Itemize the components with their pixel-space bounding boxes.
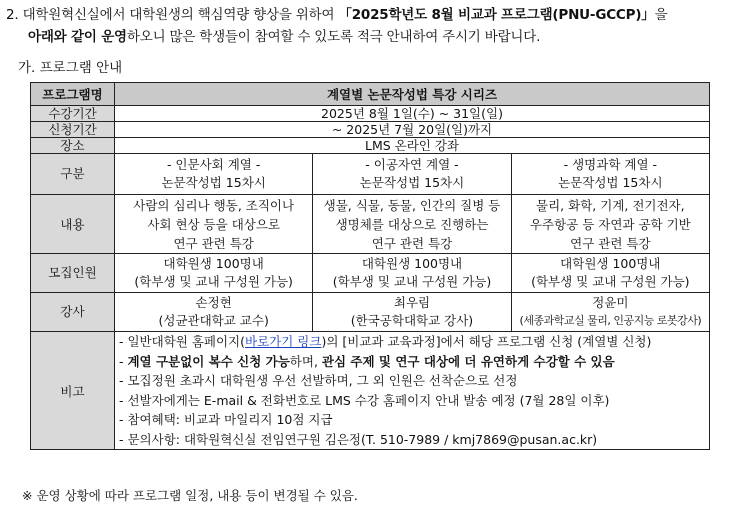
- note-text: - 일반대학원 홈페이지(: [119, 334, 246, 349]
- table-row: [31, 122, 710, 138]
- program-table: [30, 82, 710, 450]
- intro-text-b: 을: [654, 7, 668, 23]
- category-cell: [115, 154, 313, 195]
- recruit-note: (학부생 및 교내 구성원 가능): [332, 274, 492, 289]
- program-title: 계열별 논문작성법 특강 시리즈: [115, 83, 710, 106]
- content-line: 생명체를 대상으로 진행하는: [335, 216, 489, 232]
- note-text: 하며,: [289, 353, 322, 369]
- table-row: [31, 138, 710, 154]
- content-cell: [511, 195, 709, 254]
- shortcut-link[interactable]: 바로가기 링크: [245, 334, 322, 349]
- lecturer-name: 손정현: [195, 295, 232, 310]
- note-line: - 문의사항: 대학원혁신실 전임연구원 김은정(T. 510-7989 / kmj7869@pusan.ac.kr): [119, 431, 598, 447]
- content-line: 연구 관련 특강: [570, 235, 651, 251]
- category-cell: [511, 154, 709, 195]
- category-title: - 이공자연 계열 -: [365, 157, 459, 172]
- lecturer-cell: [115, 293, 313, 332]
- note-text: -: [119, 353, 128, 369]
- category-sessions: 논문작성법 15차시: [359, 175, 465, 190]
- period-value: 2025년 8월 1일(수) ~ 31일(일): [115, 106, 710, 122]
- lecturer-affiliation: (한국공학대학교 강사): [350, 313, 474, 328]
- content-line: 물리, 화학, 기계, 전기전자,: [536, 197, 685, 213]
- intro-number: 2.: [6, 7, 19, 23]
- lecturer-cell: [511, 293, 709, 332]
- content-line: 연구 관련 특강: [371, 235, 453, 251]
- content-line: 연구 관련 특강: [173, 235, 254, 251]
- note-emphasis: 계열 구분없이 복수 신청 가능: [127, 353, 290, 369]
- category-title: - 생명과학 계열 -: [563, 157, 658, 172]
- recruit-note: (학부생 및 교내 구성원 가능): [531, 274, 690, 289]
- recruit-count: 대학원생 100명내: [560, 256, 661, 271]
- note-emphasis: 관심 주제 및 연구 대상에 더 유연하게 수강할 수 있음: [321, 353, 615, 369]
- content-line: 사람의 심리나 행동, 조직이나: [133, 197, 295, 213]
- recruit-cell: [115, 254, 313, 293]
- recruit-cell: [511, 254, 709, 293]
- intro-paragraph: [6, 4, 726, 48]
- intro-line-2: [6, 26, 726, 48]
- category-sessions: 논문작성법 15차시: [161, 175, 266, 190]
- lecturer-name: 정윤미: [592, 295, 629, 310]
- recruit-label: 모집인원: [31, 254, 115, 293]
- lecturer-name: 최우림: [393, 295, 431, 310]
- lecturer-affiliation: (성균관대학교 교수): [158, 313, 269, 328]
- category-label: 구분: [31, 154, 115, 195]
- section-heading: 가. 프로그램 안내: [18, 60, 123, 76]
- place-value: LMS 온라인 강좌: [115, 138, 710, 154]
- content-line: 생물, 식물, 동물, 인간의 질병 등: [323, 197, 501, 213]
- content-label: 내용: [31, 195, 115, 254]
- lecturer-label: 강사: [31, 293, 115, 332]
- content-cell: [115, 195, 313, 254]
- table-row: [31, 332, 710, 450]
- table-row: [31, 254, 710, 293]
- table-row: [31, 195, 710, 254]
- intro-emphasis: 아래와 같이 운영: [28, 29, 127, 45]
- lecturer-cell: [313, 293, 511, 332]
- footer-note: ※ 운영 상황에 따라 프로그램 일정, 내용 등이 변경될 수 있음.: [22, 488, 358, 503]
- lecturer-affiliation: (세종과학교실 물리, 인공지능 로봇강사): [519, 314, 702, 327]
- intro-line-1: [6, 4, 726, 26]
- category-title: - 인문사회 계열 -: [166, 157, 261, 172]
- content-line: 우주항공 등 자연과 공학 기반: [529, 216, 691, 232]
- note-line: - 선발자에게는 E-mail & 전화번호로 LMS 수강 홈페이지 안내 발송 예정 (7월 28일 이후): [119, 392, 610, 408]
- content-line: 사회 현상 등을 대상으로: [147, 216, 280, 232]
- recruit-cell: [313, 254, 511, 293]
- intro-text-a: 대학원혁신실에서 대학원생의 핵심역량 향상을 위하여: [22, 7, 339, 23]
- table-header-row: [31, 83, 710, 106]
- category-cell: [313, 154, 511, 195]
- table-row: [31, 293, 710, 332]
- recruit-count: 대학원생 100명내: [163, 256, 264, 271]
- note-text: )의 [비교과 교육과정]에서 해당 프로그램 신청 (계열별 신청): [321, 334, 652, 349]
- program-name-label: 프로그램명: [31, 83, 115, 106]
- period-label: 수강기간: [31, 106, 115, 122]
- category-sessions: 논문작성법 15차시: [558, 175, 663, 190]
- note-line: [119, 352, 705, 372]
- note-line: [119, 332, 705, 352]
- apply-value: ~ 2025년 7월 20일(일)까지: [115, 122, 710, 138]
- recruit-note: (학부생 및 교내 구성원 가능): [134, 274, 293, 289]
- place-label: 장소: [31, 138, 115, 154]
- notes-cell: [115, 332, 710, 450]
- intro-text-d: 하오니 많은 학생들이 참여할 수 있도록 적극 안내하여 주시기 바랍니다.: [126, 29, 541, 45]
- program-name: 「2025학년도 8월 비교과 프로그램(PNU-GCCP)」: [338, 7, 655, 23]
- note-line: - 모집정원 초과시 대학원생 우선 선발하며, 그 외 인원은 선착순으로 선정: [119, 373, 518, 388]
- recruit-count: 대학원생 100명내: [361, 256, 463, 271]
- notes-label: 비고: [31, 332, 115, 450]
- apply-label: 신청기간: [31, 122, 115, 138]
- note-line: - 참여혜택: 비교과 마일리지 10점 지급: [119, 412, 333, 427]
- table-row: [31, 106, 710, 122]
- table-row: [31, 154, 710, 195]
- content-cell: [313, 195, 511, 254]
